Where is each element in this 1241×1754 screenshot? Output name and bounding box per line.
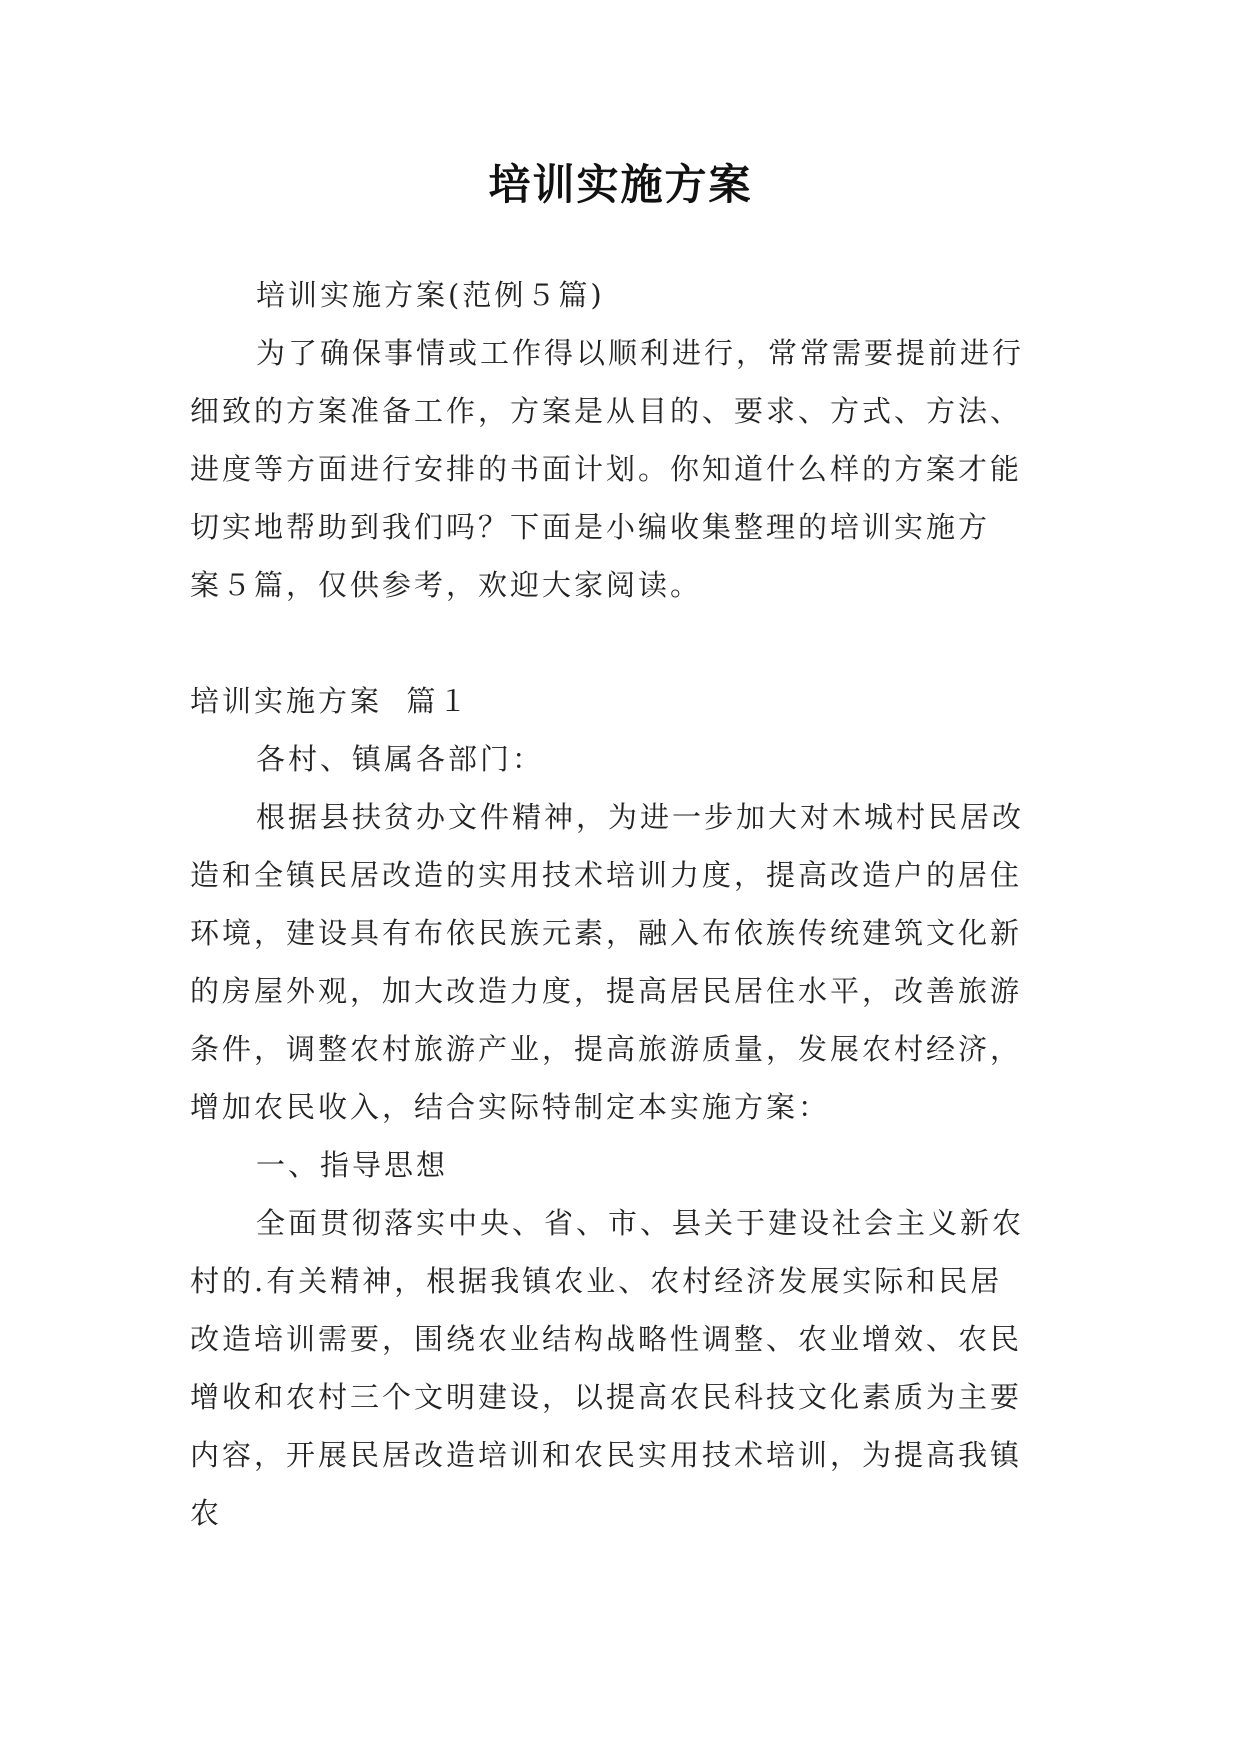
heading-guiding-ideology: 一、指导思想 bbox=[256, 1148, 449, 1182]
paragraph-line: 造和全镇民居改造的实用技术培训力度，提高改造户的居住 bbox=[190, 858, 1023, 892]
intro-line: 细致的方案准备工作，方案是从目的、要求、方式、方法、 bbox=[190, 394, 1023, 428]
salutation: 各村、镇属各部门： bbox=[256, 742, 545, 776]
intro-line: 案５篇，仅供参考，欢迎大家阅读。 bbox=[190, 568, 703, 602]
body-paragraph-1 bbox=[190, 788, 1070, 1136]
paragraph-line: 全面贯彻落实中央、省、市、县关于建设社会主义新农 bbox=[256, 1206, 1025, 1240]
intro-line: 进度等方面进行安排的书面计划。你知道什么样的方案才能 bbox=[190, 452, 1023, 486]
document-body bbox=[190, 266, 1070, 1542]
intro-paragraph bbox=[190, 324, 1070, 614]
section-heading: 培训实施方案 篇１ bbox=[190, 684, 471, 718]
paragraph-line: 条件，调整农村旅游产业，提高旅游质量，发展农村经济， bbox=[190, 1032, 1023, 1066]
paragraph-line: 增收和农村三个文明建设，以提高农民科技文化素质为主要 bbox=[190, 1380, 1023, 1414]
paragraph-spacer bbox=[190, 614, 1070, 672]
intro-line: 为了确保事情或工作得以顺利进行，常常需要提前进行 bbox=[256, 336, 1025, 370]
intro-line: 切实地帮助到我们吗？下面是小编收集整理的培训实施方 bbox=[190, 510, 991, 544]
document-title: 培训实施方案 bbox=[488, 160, 753, 209]
paragraph-line: 根据县扶贫办文件精神，为进一步加大对木城村民居改 bbox=[256, 800, 1025, 834]
paragraph-line: 的房屋外观，加大改造力度，提高居民居住水平，改善旅游 bbox=[190, 974, 1023, 1008]
paragraph-line: 农 bbox=[190, 1496, 223, 1530]
paragraph-line: 内容，开展民居改造培训和农民实用技术培训，为提高我镇 bbox=[190, 1438, 1023, 1472]
paragraph-line: 村的.有关精神，根据我镇农业、农村经济发展实际和民居 bbox=[190, 1264, 1003, 1298]
body-paragraph-2 bbox=[190, 1194, 1070, 1542]
paragraph-line: 增加农民收入，结合实际特制定本实施方案： bbox=[190, 1090, 831, 1124]
paragraph-line: 环境，建设具有布依民族元素，融入布依族传统建筑文化新 bbox=[190, 916, 1023, 950]
paragraph-line: 改造培训需要，围绕农业结构战略性调整、农业增效、农民 bbox=[190, 1322, 1023, 1356]
document-subtitle: 培训实施方案(范例５篇) bbox=[256, 278, 605, 312]
